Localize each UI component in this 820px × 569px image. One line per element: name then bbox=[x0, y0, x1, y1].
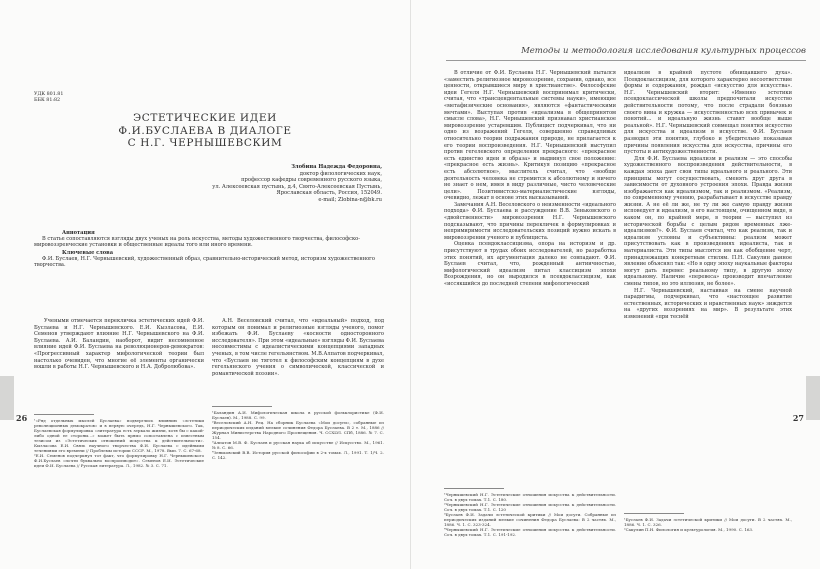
paragraph: В отличие от Ф.И. Буслаева Н.Г. Чернышевский пытался «заместить религиозное мировоззрение, сохранив, однако, все ценности, открывшиеся миру в христианстве». Философские идеи Гегеля Н.Г. Чернышевский воспринимал критически, считая, что «трансцендентальные системы науки», имеющие «метафизические основания», являются «фантастическими мечтами». Выступая против «идеализма в общепринятом смысле слова», Н.Г. Чернышевский признавал христианское мировоззрение устаревшим. Публицист подчеркивал, что ни одно из возражений Гегеля, совершенно справедливых относительно теории подражания природе, не прилагается к его теории воспроизведения. Н.Г. Чернышевский выступил против гегелевского определения прекрасного: «прекрасное есть единство идеи и образа» и выдвинул свое положение: «прекрасное есть жизнь». Критикуя позицию «прекрасное есть абсолютное», мыслитель считал, что «вообще деятельность человека не стремится к абсолютному и ничего не знает о нем, имея в виду различные, чисто человеческие цели». Позитивистско-материалистические взгляды, очевидно, лежат в основе этих высказываний. bbox=[444, 70, 616, 202]
footnote-rule bbox=[624, 513, 684, 514]
footnote-rule bbox=[212, 406, 272, 407]
paragraph: Учеными отмечается перекличка эстетических идей Ф.И. Буслаева и Н.Г. Чернышевского. Е.И. Кызласова, Е.И. Семенов утверждают влияние Н.Г. Чернышевского на Ф.И. Буслаева. А.И. Баландин, наоборот, видит несомненное влияние идей Ф.И. Буслаева на революционеров-демократов: «Прогрессивный характер мифологической теории был настолько очевиден, что многие её элементы органически вошли в работы Н.Г. Чернышевского и Н.А. Добролюбова». bbox=[34, 318, 204, 371]
abstract-heading: Аннотация bbox=[62, 230, 95, 236]
footnote: ³Буслаев Ф.И. Задачи эстетической критики // Мои досуги. Собранные из периодических изданий мелкие сочинения Федора Буслаева: В 2 частях. М., 1886. Ч. 1. С. 323-324. bbox=[444, 512, 616, 527]
left-page-number: 26 bbox=[16, 413, 28, 423]
paragraph: идеализм в крайней пустоте обнищавшего духа». Псевдоклассицизм, для которого характерно несоответствие формы и содержания, рождал «искусство для искусства». Н.Г. Чернышевский вторит: «Именно эстетики псевдоклассической школы предпочитали искусство действительности потому, что после страдали боязнью своего вина и кружка — искусственностью всех привычек и понятий... и идеальную жизнь ставят вообще выше реальной». Н.Г. Чернышевский совмещал понятия искусство для искусства и идеализм в искусстве. Ф.И. Буслаев разводил эти понятия, глубоко и убедительно показывая причины появления искусства для искусства, причины его пустоты и антихудожественности. bbox=[624, 70, 792, 156]
udc-block bbox=[34, 92, 63, 104]
title-line: С Н.Г. ЧЕРНЫШЕВСКИМ bbox=[127, 137, 283, 149]
right-footnotes-1 bbox=[444, 492, 616, 537]
paragraph: Оценка псевдоклассицизма, опора на историзм и др. присутствуют в трудах обоих исследователей, но разработка этих понятий, их аргументация далеко не совпадают. Ф.И. Буслаев считал, что, рожденный антиичностью, мифологический идеализм питал классицизм эпохи Возрождения, но он выродился в псевдоклассицизм, как «иссякшийся до последней степени мифологический bbox=[444, 241, 616, 287]
paragraph: Н.Г. Чернышевский, настаивая на смене научной парадигмы, подчеркивал, что «настоящее развитие естественных, исторических и нравственных наук» зиждется на «других воззрениях на мир». В результате этих изменений «при теснёй bbox=[624, 287, 792, 320]
footnote: ²Е.И. Семенов подчеркнул тот факт, что формулировку Н.Г. Чернышевского Ф.И.Буслаев «почти буквально воспроизводит». Семенов Е.И. Эстетические идеи Ф.И. Буслаева // Русская литература. Л., 1982. № 3. С. 71. bbox=[34, 453, 204, 468]
footnote: ²Веселовский А.Н. Рец. На сборник Буслаева «Мои досуги», собранные из периодических изданий мелкие сочинения Федора Буслаева. В 2 т. М., 1886 // Журнал Министерства Народного Просвещения. Ч. CCXLVI. СПб, 1886. № 7. С. 154. bbox=[212, 420, 384, 440]
paragraph: Для Ф.И. Буслаева идеализм и реализм — это способы художественного воспроизведения действительности, в каждая эпоха дает свои типы идеального и реального. Эти принципы могут сосуществовать, сменять друг друга в зависимости от духовного устроения эпохи. Правда жизни изображается как идеализмом, так и реализмом. «Реализм, по современному учению, разрабатывает в искусстве правду жизни. А не её ли же, не ту ли же самую правду жизни исповедует и идеализм, в его настоящем, очищенном виде, в каком он, по крайней мере, в теории — выступил из исторической борьбы с целым рядом временных лже-идеализмов?». Ф.И. Буслаев считал, что как реализм, так и идеализм условны и субъективны: реализм может присутствовать как в произведениях идеалиста, так и материалиста. Эти типы мыслятся им как обобщение черт, принадлежащих конкретным стилям. П.Н. Сакулин данное явление объяснял так: «Но в одну эпоху наукальные факторы могут дать перевес реальному типу, в другую эпоху идеальному. Наличие «перевеса» производит впечатление смены типов, но это иллюзия, не более». bbox=[624, 155, 792, 287]
footnote: ¹Буслаев Ф.И. Задачи эстетической критики // Мои досуги. В 2 частях. М., 1886. Ч. 1. С. 326. bbox=[624, 517, 792, 527]
right-page bbox=[410, 0, 820, 569]
bbk-code: ББК 81:82 bbox=[34, 98, 61, 104]
title-line: Ф.И.БУСЛАЕВА В ДИАЛОГЕ bbox=[118, 124, 292, 137]
footnote: ³Алпатов М.В. Ф. Буслаев и русская наука об искусстве // Искусство. М., 1961. № 8. С. 66. bbox=[212, 440, 384, 450]
author-line: профессор кафедры современного русского языка, bbox=[241, 177, 382, 184]
author-line: Ярославская область, Россия, 152049. bbox=[276, 190, 382, 197]
author-email: e-mail; Zlobina-n@bk.ru bbox=[318, 196, 382, 203]
author-line: доктор филологических наук, bbox=[299, 170, 382, 177]
left-column-1 bbox=[34, 318, 204, 371]
footnote: ²Чернышевский Н.Г. Эстетические отношения искусства к действительности. Соч. в двух томах. Т.1. С. 120 bbox=[444, 502, 616, 512]
footnote-rule bbox=[444, 488, 504, 489]
article-title bbox=[40, 112, 370, 150]
footnote: ⁴Зеньковский В.В. История русской философии в 2-х томах. Л., 1991. Т. 1/Ч. 2. С. 142. bbox=[212, 450, 384, 460]
right-footnotes-2 bbox=[624, 517, 792, 532]
left-footnotes-2 bbox=[212, 410, 384, 460]
right-page-number: 27 bbox=[792, 413, 804, 423]
left-column-2 bbox=[212, 318, 384, 377]
paragraph: Замечания А.Н. Веселовского о неизменности «идеального подхода» Ф.И. Буслаева и рассуждение В.В. Зеньковского о «двойственности» мировоззрения Н.Г. Чернышевского подсказывают, что причины перекличек в формулировках и непримиримости исследовательских позиций нужно искать в мировоззрении ученого и публициста. bbox=[444, 201, 616, 241]
right-page-tab bbox=[806, 376, 820, 420]
keywords-text: Ф.И. Буслаев, Н.Г. Чернышевский, художественный образ, сравнительно-исторический метод, историзм художественного творчества. bbox=[34, 255, 375, 269]
footnote: ¹«Ряд отдельных мыслей Буслаева» подверглись влиянию «эстетики революционных демократов» и в первую очередь, Н.Г. Чернышевского. Так, Буслаевская формулировка «литература есть зеркало жизни, хотя бы с какой-либо одной ее стороны...» может быть прямо сопоставлена с известным тезисом из «Эстетических отношений искусства к действительности». Кызласова Е.И. Связь научного творчества Ф.И. Буслаева с идейными течениями его времени // Проблемы истории СССР. М., 1978. Вып. 7. С. 67-68. bbox=[34, 418, 204, 453]
author-line: ул. Алексеевская пустынь, д.4, Свято-Алексеевская Пустынь, bbox=[212, 183, 382, 190]
left-page-tab bbox=[0, 376, 14, 420]
right-column-1 bbox=[444, 70, 616, 288]
keywords-heading: Ключевые слова bbox=[62, 249, 114, 256]
footnote: ²Сакулин П.Н. Филология и культурология. М., 1990. С. 163. bbox=[624, 527, 754, 532]
footnote-rule bbox=[34, 414, 94, 415]
abstract-text: В статье сопоставляются взгляды двух ученых на роль искусства, методы художественного творчества, философско-мировоззренческие установки и общественные идеалы того или иного времени. bbox=[34, 236, 360, 249]
abstract-block bbox=[34, 230, 384, 268]
running-head-rule bbox=[446, 60, 806, 61]
title-line: ЭСТЕТИЧЕСКИЕ ИДЕИ bbox=[133, 112, 277, 124]
running-head: Методы и методология исследования культурных процессов bbox=[521, 46, 806, 56]
footnote: ¹Баландин А.И. Мифологическая школа в русской фольклористике (Ф.И. Буслаев). М., 1988. С. 99. bbox=[212, 410, 384, 420]
left-footnotes-1 bbox=[34, 418, 204, 468]
right-column-2 bbox=[624, 70, 792, 321]
footnote: ⁴Чернышевский Н.Г. Эстетические отношения искусства к действительности. Соч. в двух томах. Т.1. С. 191-192. bbox=[444, 527, 616, 537]
author-name: Злобина Надежда Федоровна, bbox=[291, 164, 382, 170]
paragraph: А.Н. Веселовский считал, что «идеальный» подход, под которым он понимал и религиозные взгляды ученого, помог избежать Ф.И. Буслаеву «косности односторонного исследователя». При этом «идеальные» взгляды Ф.И. Буслаева несовместимы с идеалистическими концепциями западных ученых, в том числе гегельянством. М.В.Алпатов подчеркивал, что «Буслаев не тяготел к философским концепциям в духе гегельянского учения о символической, классической и романтической поэзии». bbox=[212, 318, 384, 377]
author-block bbox=[132, 164, 382, 204]
udc-code: УДК 801.81 bbox=[34, 92, 64, 97]
footnote: ¹Чернышевский Н.Г. Эстетические отношения искусства к действительности. Соч. в двух томах. Т.1. С. 180. bbox=[444, 492, 616, 502]
